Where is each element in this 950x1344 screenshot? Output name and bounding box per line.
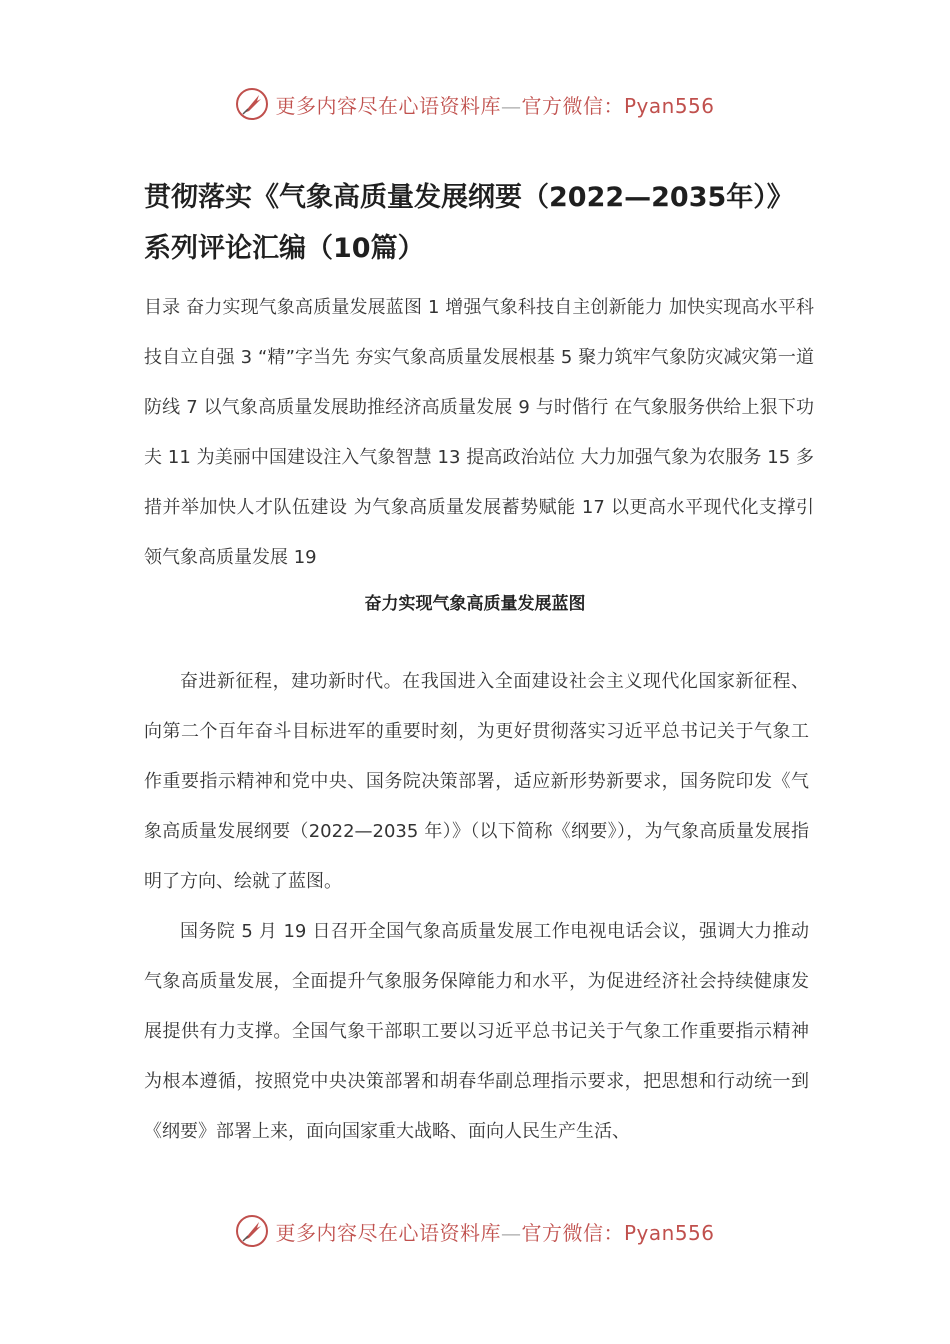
banner-wechat-label: 官方微信：: [521, 1220, 624, 1245]
banner-separator: —: [500, 1220, 522, 1245]
banner-wechat-label: 官方微信：: [521, 93, 624, 118]
feather-pen-icon: [235, 87, 269, 121]
banner-text: 更多内容尽在心语资料库: [275, 93, 501, 118]
table-of-contents: 目录 奋力实现气象高质量发展蓝图 1 增强气象科技自主创新能力 加快实现高水平科技自立自强 3 “精”字当先 夯实气象高质量发展根基 5 聚力筑牢气象防灾减灾第一道防线 7 以气象高质量发展助推经济高质量发展 9 与时偕行 在气象服务供给上狠下功夫 11 为美丽中国建设注入气象智慧 13 提高政治站位 大力加强气象为农服务 15 多措并举加快人才队伍建设 为气象高质量发展蓄势赋能 17 以更高水平现代化支撑引领气象高质量发展 19: [144, 297, 814, 568]
document-title: 贯彻落实《气象高质量发展纲要（2022—2035年）》系列评论汇编（10篇）: [144, 182, 781, 264]
header-banner: [0, 82, 950, 126]
banner-wechat-id: Pyan556: [623, 93, 715, 118]
section-heading: 奋力实现气象高质量发展蓝图: [364, 594, 586, 614]
banner-separator: —: [500, 93, 522, 118]
body-paragraph: 国务院 5 月 19 日召开全国气象高质量发展工作电视电话会议，强调大力推动气象高质量发展，全面提升气象服务保障能力和水平，为促进经济社会持续健康发展提供有力支撑。全国气象干部职工要以习近平总书记关于气象工作重要指示精神为根本遵循，按照党中央决策部署和胡春华副总理指示要求，把思想和行动统一到《纲要》部署上来，面向国家重大战略、面向人民生产生活、: [144, 921, 809, 1142]
banner-wechat-id: Pyan556: [623, 1220, 715, 1245]
feather-pen-icon: [235, 1214, 269, 1248]
banner-text: 更多内容尽在心语资料库: [275, 1220, 501, 1245]
body-paragraph: 奋进新征程，建功新时代。在我国进入全面建设社会主义现代化国家新征程、向第二个百年奋斗目标进军的重要时刻，为更好贯彻落实习近平总书记关于气象工作重要指示精神和党中央、国务院决策部署，适应新形势新要求，国务院印发《气象高质量发展纲要（2022—2035 年）》（以下简称《纲要》），为气象高质量发展指明了方向、绘就了蓝图。: [144, 671, 809, 892]
footer-banner: [0, 1209, 950, 1253]
